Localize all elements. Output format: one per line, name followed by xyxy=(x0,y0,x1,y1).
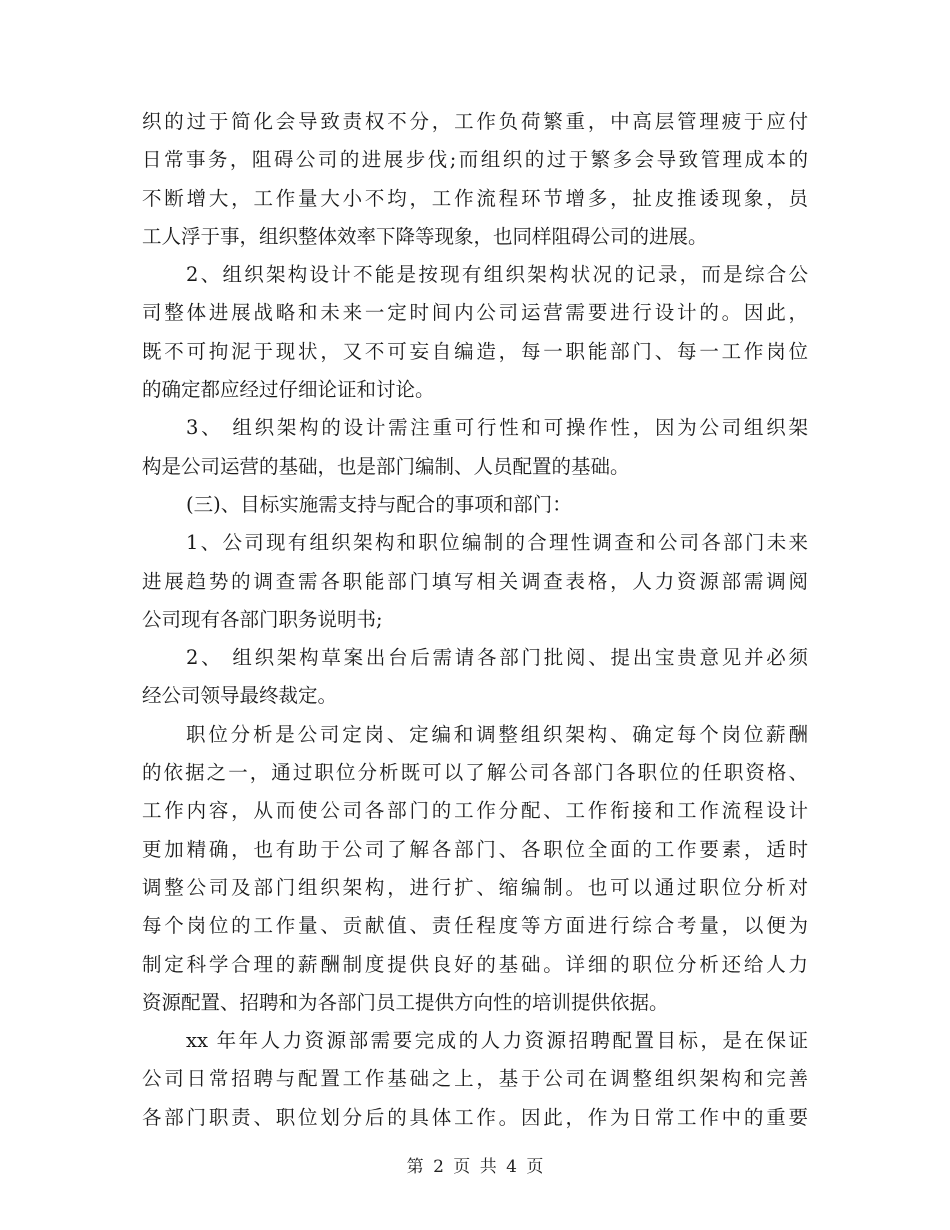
text-line: 各部门职责、职位划分后的具体工作。因此，作为日常工作中的重要 xyxy=(142,1105,808,1129)
text-line: 每个岗位的工作量、贡献值、责任程度等方面进行综合考量，以便为 xyxy=(142,914,808,938)
text-line: 2、组织架构设计不能是按现有组织架构状况的记录，而是综合公 xyxy=(186,263,808,287)
text-line: 日常事务，阻碍公司的进展步伐;而组织的过于繁多会导致管理成本的 xyxy=(142,148,808,172)
text-line: 3、 组织架构的设计需注重可行性和可操作性，因为公司组织架 xyxy=(186,416,808,440)
paragraph xyxy=(142,1022,808,1137)
text-line: 更加精确，也有助于公司了解各部门、各职位全面的工作要素，适时 xyxy=(142,837,808,861)
text-line: 经公司领导最终裁定。 xyxy=(142,684,338,708)
text-line: 构是公司运营的基础，也是部门编制、人员配置的基础。 xyxy=(142,454,630,478)
paragraph xyxy=(142,524,808,639)
text-line: 不断增大，工作量大小不均，工作流程环节增多，扯皮推诿现象，员 xyxy=(142,186,808,210)
paragraph xyxy=(142,103,808,256)
section-heading xyxy=(142,486,808,524)
text-line: 的确定都应经过仔细论证和讨论。 xyxy=(142,378,435,402)
text-line: 工人浮于事，组织整体效率下降等现象，也同样阻碍公司的进展。 xyxy=(142,224,708,248)
paragraph xyxy=(142,639,808,716)
text-line: 工作内容，从而使公司各部门的工作分配、工作衔接和工作流程设计 xyxy=(142,799,808,823)
text-line: 织的过于简化会导致责权不分，工作负荷繁重，中高层管理疲于应付 xyxy=(142,110,808,133)
paragraph xyxy=(142,409,808,486)
text-line: 公司现有各部门职务说明书; xyxy=(142,607,383,631)
text-line: 公司日常招聘与配置工作基础之上，基于公司在调整组织架构和完善 xyxy=(142,1067,808,1091)
text-line: 调整公司及部门组织架构，进行扩、缩编制。也可以通过职位分析对 xyxy=(142,875,808,899)
paragraph xyxy=(142,256,808,409)
text-line: 的依据之一，通过职位分析既可以了解公司各部门各职位的任职资格、 xyxy=(142,761,808,785)
document-body xyxy=(142,103,808,1137)
page-number-footer: 第 2 页 共 4 页 xyxy=(406,1157,544,1177)
text-line: 2、 组织架构草案出台后需请各部门批阅、提出宝贵意见并必须 xyxy=(186,646,808,670)
text-line: 制定科学合理的薪酬制度提供良好的基础。详细的职位分析还给人力 xyxy=(142,952,808,976)
text-line: 资源配置、招聘和为各部门员工提供方向性的培训提供依据。 xyxy=(142,990,669,1014)
text-line: xx 年年人力资源部需要完成的人力资源招聘配置目标，是在保证 xyxy=(186,1029,808,1053)
text-line: 进展趋势的调查需各职能部门填写相关调查表格，人力资源部需调阅 xyxy=(142,569,808,593)
text-line: 司整体进展战略和未来一定时间内公司运营需要进行设计的。因此， xyxy=(142,301,808,325)
paragraph xyxy=(142,716,808,1022)
text-line: 既不可拘泥于现状，又不可妄自编造，每一职能部门、每一工作岗位 xyxy=(142,339,808,363)
text-line: 1、公司现有组织架构和职位编制的合理性调查和公司各部门未来 xyxy=(186,531,808,555)
text-line: 职位分析是公司定岗、定编和调整组织架构、确定每个岗位薪酬 xyxy=(186,722,808,746)
text-line: (三)、目标实施需支持与配合的事项和部门： xyxy=(186,492,572,516)
